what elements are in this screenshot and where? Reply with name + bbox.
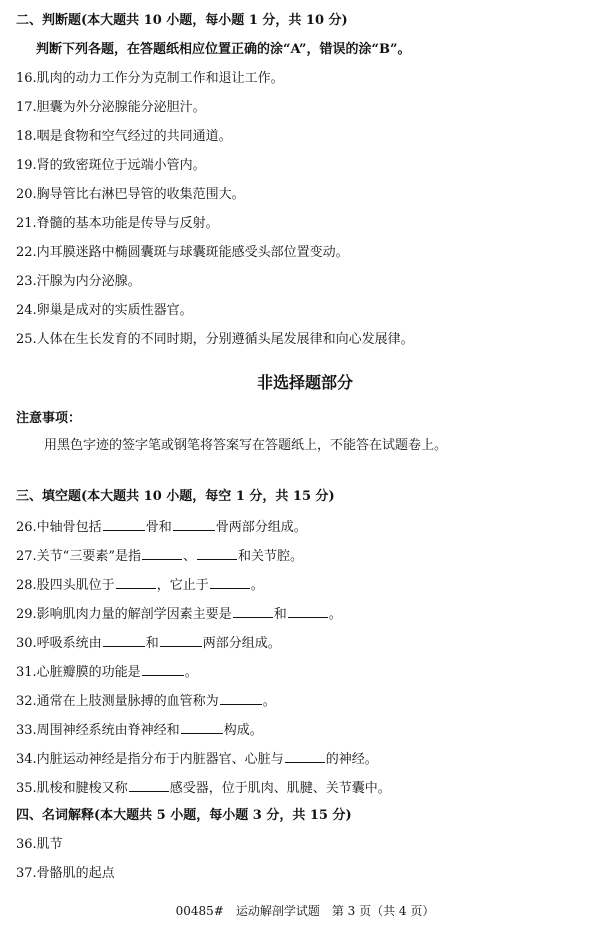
question-31: 31.心脏瓣膜的功能是 。 [16, 665, 198, 680]
part-title: 非选择题部分 [256, 373, 353, 392]
answer-blank [142, 663, 184, 676]
answer-blank [181, 721, 223, 734]
section-4-heading: 四、名词解释(本大题共 5 小题，每小题 3 分，共 15 分) [16, 808, 352, 823]
section-3-heading: 三、填空题(本大题共 10 小题，每空 1 分，共 15 分) [16, 489, 335, 504]
question-17: 17.胆囊为外分泌腺能分泌胆汁。 [16, 100, 206, 115]
answer-blank [103, 518, 145, 531]
answer-blank [233, 605, 273, 618]
question-33: 33.周围神经系统由脊神经和 构成。 [16, 723, 263, 738]
answer-blank [116, 576, 156, 589]
question-19: 19.肾的致密斑位于远端小管内。 [16, 158, 206, 173]
question-27: 27.关节“三要素”是指 、 和关节腔。 [16, 549, 303, 564]
question-25: 25.人体在生长发育的不同时期，分别遵循头尾发展律和向心发展律。 [16, 332, 414, 347]
section-2-heading: 二、判断题(本大题共 10 小题，每小题 1 分，共 10 分) [16, 13, 348, 28]
question-24: 24.卵巢是成对的实质性器官。 [16, 303, 193, 318]
notice-text: 用黑色字迹的签字笔或钢笔将答案写在答题纸上，不能答在试题卷上。 [44, 438, 448, 453]
question-20: 20.胸导管比右淋巴导管的收集范围大。 [16, 187, 245, 202]
answer-blank [142, 547, 182, 560]
answer-blank [129, 779, 169, 792]
question-26: 26.中轴骨包括 骨和 骨两部分组成。 [16, 520, 307, 535]
question-32: 32.通常在上肢测量脉搏的血管称为 。 [16, 694, 276, 709]
page-footer: 00485# 运动解剖学试题 第 3 页（共 4 页） [175, 904, 435, 918]
answer-blank [288, 605, 328, 618]
question-16: 16.肌肉的动力工作分为克制工作和退让工作。 [16, 71, 284, 86]
notice-heading: 注意事项： [16, 411, 82, 426]
question-29: 29.影响肌肉力量的解剖学因素主要是 和 。 [16, 607, 342, 622]
answer-blank [285, 750, 325, 763]
question-35: 35.肌梭和腱梭又称 感受器，位于肌肉、肌腱、关节囊中。 [16, 781, 391, 796]
question-34: 34.内脏运动神经是指分布于内脏器官、心脏与 的神经。 [16, 752, 378, 767]
question-21: 21.脊髓的基本功能是传导与反射。 [16, 216, 219, 231]
section-2-instruction: 判断下列各题，在答题纸相应位置正确的涂“A”，错误的涂“B”。 [36, 42, 411, 57]
question-18: 18.咽是食物和空气经过的共同通道。 [16, 129, 232, 144]
question-23: 23.汗腺为内分泌腺。 [16, 274, 141, 289]
question-36: 36.肌节 [16, 837, 63, 852]
answer-blank [210, 576, 250, 589]
question-28: 28.股四头肌位于 ，它止于 。 [16, 578, 264, 593]
answer-blank [160, 634, 202, 647]
answer-blank [220, 692, 262, 705]
question-37: 37.骨骼肌的起点 [16, 866, 115, 881]
question-22: 22.内耳膜迷路中椭圆囊斑与球囊斑能感受头部位置变动。 [16, 245, 349, 260]
answer-blank [197, 547, 237, 560]
question-30: 30.呼吸系统由 和 两部分组成。 [16, 636, 281, 651]
answer-blank [103, 634, 145, 647]
answer-blank [173, 518, 215, 531]
